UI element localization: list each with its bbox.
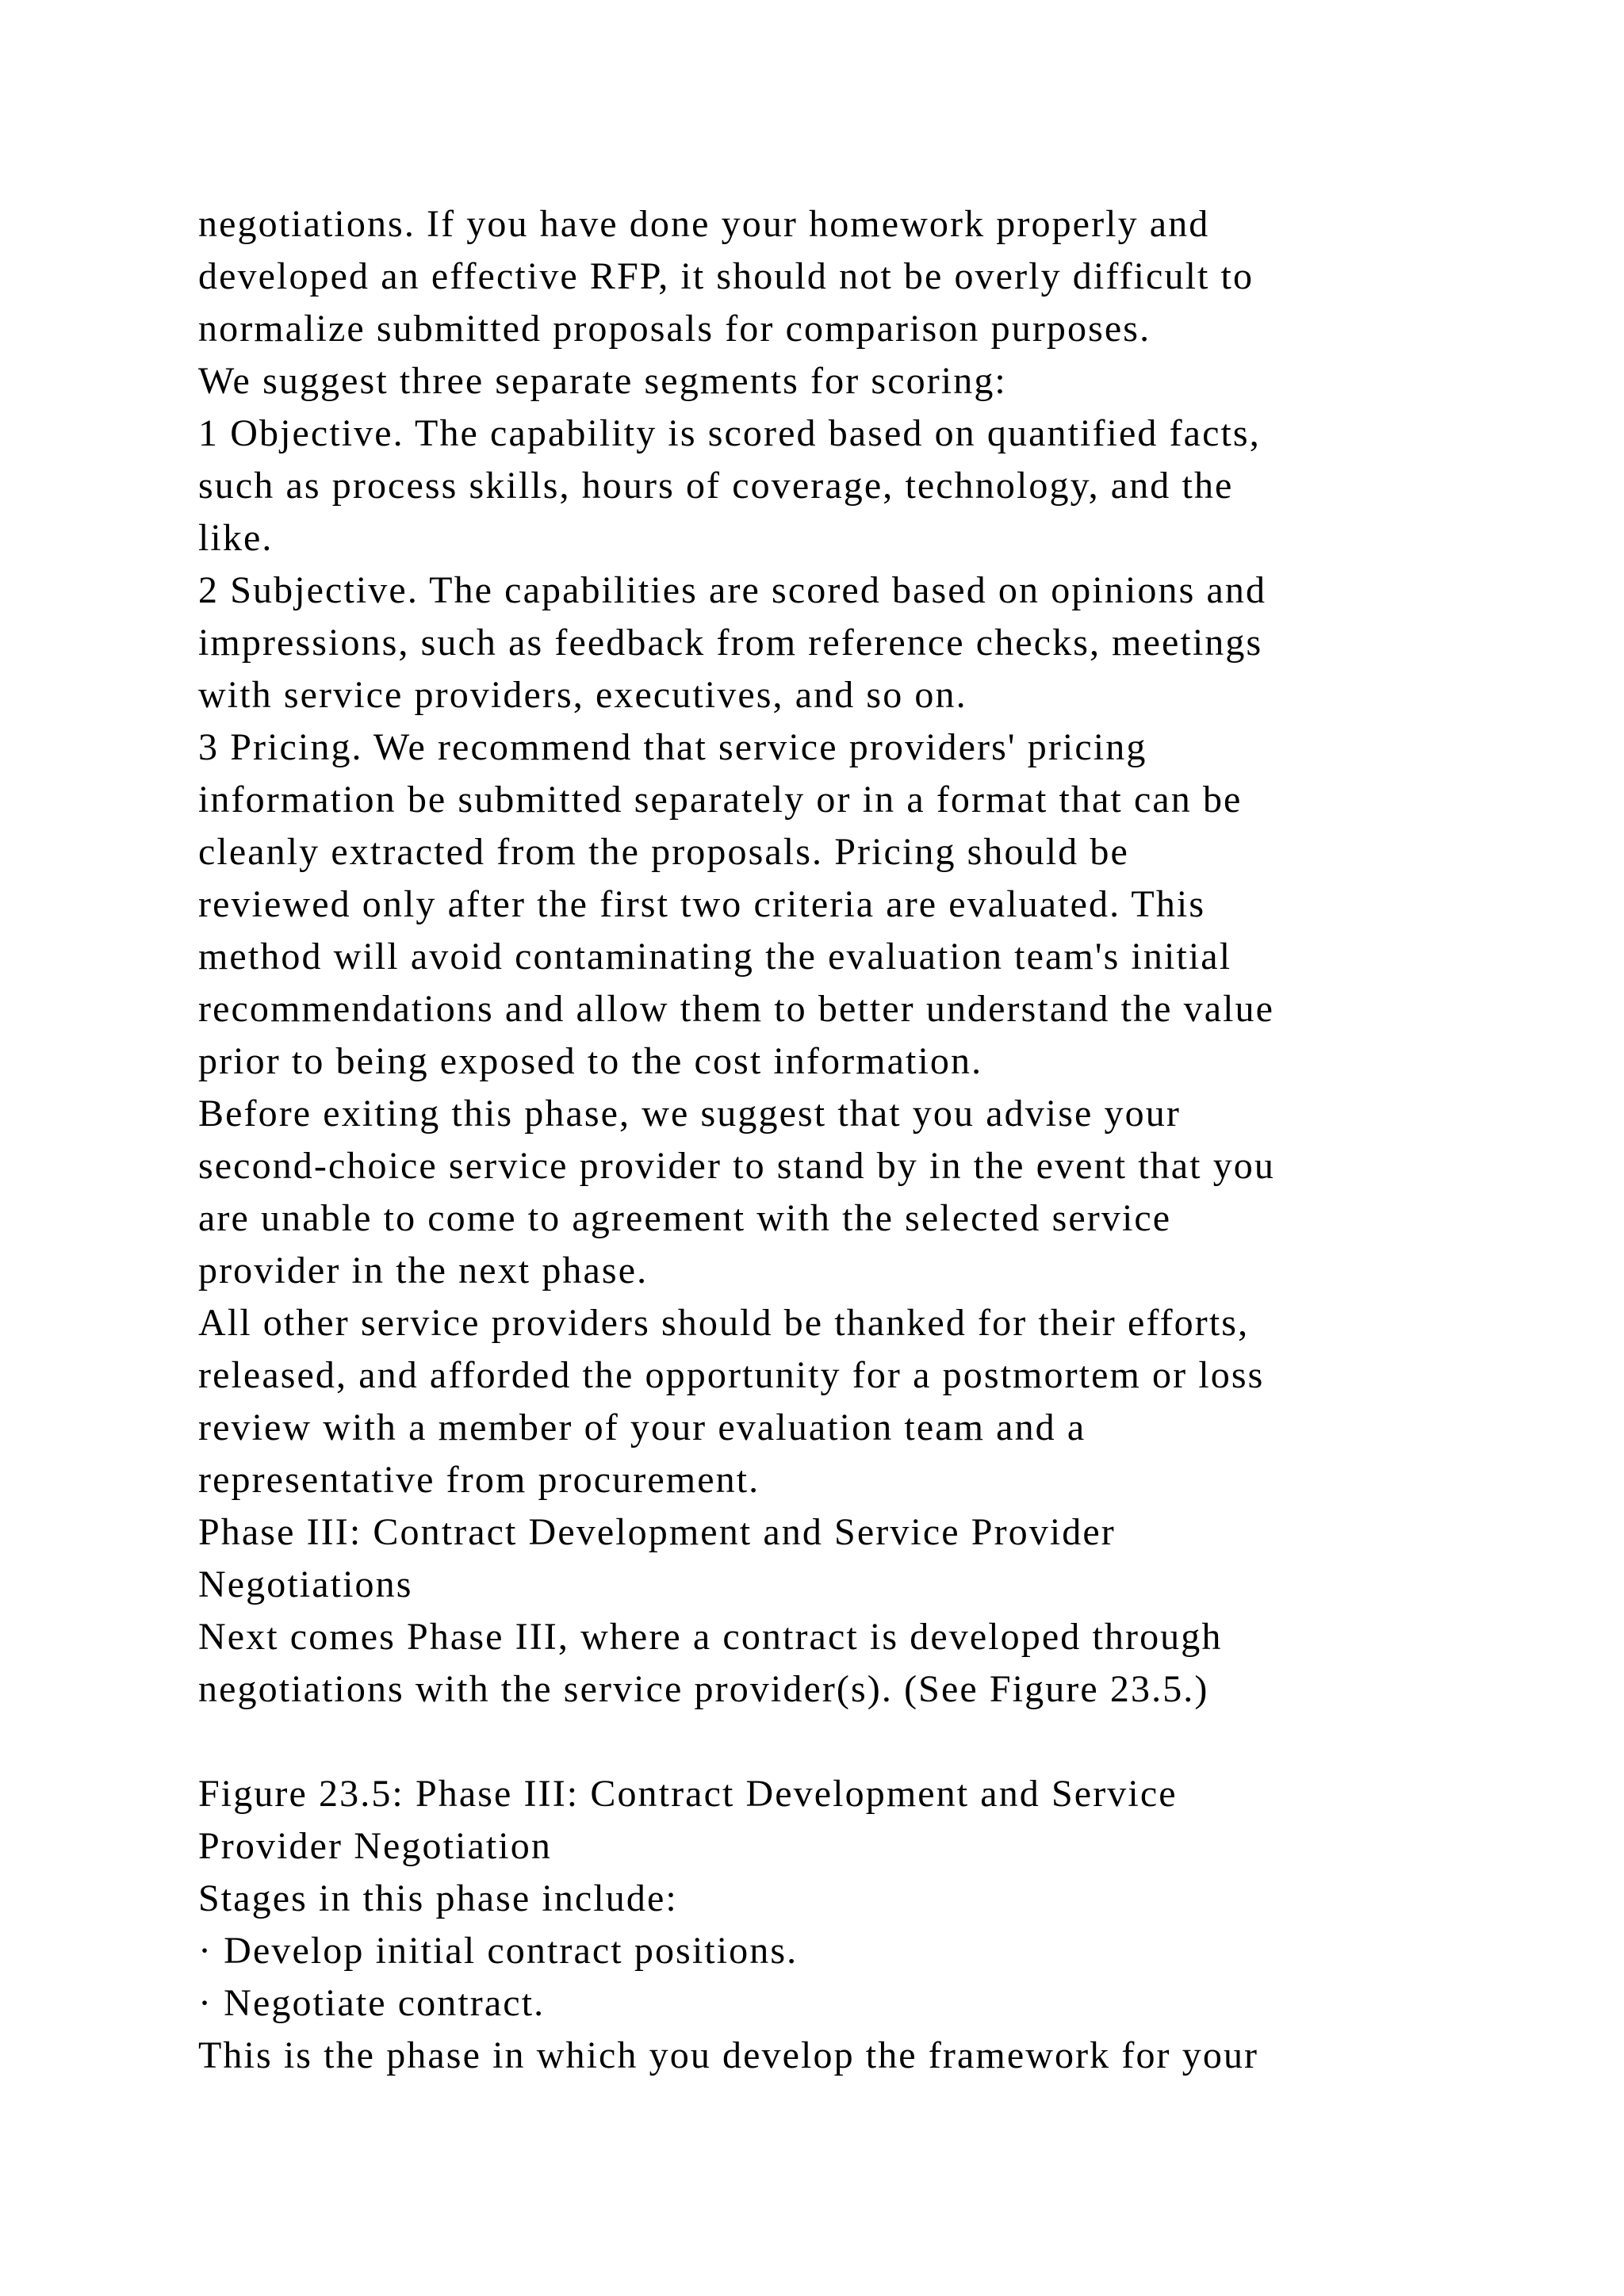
- text-line: negotiations with the service provider(s). (See Figure 23.5.): [198, 1668, 1209, 1710]
- blank-line: [198, 1716, 1546, 1768]
- text-line: 3 Pricing. We recommend that service providers' pricing: [198, 726, 1147, 768]
- text-line: Next comes Phase III, where a contract is developed through: [198, 1616, 1223, 1658]
- text-line: We suggest three separate segments for scoring:: [198, 360, 1007, 402]
- list-item: · Negotiate contract.: [198, 1982, 546, 2024]
- text-line: This is the phase in which you develop the framework for your: [198, 2034, 1259, 2076]
- text-line: with service providers, executives, and so on.: [198, 674, 967, 716]
- list-item: · Develop initial contract positions.: [198, 1930, 799, 1972]
- document-body: [198, 198, 1546, 2082]
- text-line: information be submitted separately or in a format that can be: [198, 779, 1243, 821]
- text-line: 1 Objective. The capability is scored based on quantified facts,: [198, 412, 1261, 454]
- text-line: prior to being exposed to the cost information.: [198, 1040, 983, 1082]
- text-line: reviewed only after the first two criteria are evaluated. This: [198, 883, 1206, 925]
- text-line: review with a member of your evaluation team and a: [198, 1406, 1086, 1448]
- text-line: released, and afforded the opportunity for a postmortem or loss: [198, 1354, 1265, 1396]
- text-line: developed an effective RFP, it should not be overly difficult to: [198, 255, 1254, 297]
- text-line: like.: [198, 517, 274, 559]
- text-line: 2 Subjective. The capabilities are scored based on opinions and: [198, 569, 1267, 611]
- text-line: representative from procurement.: [198, 1459, 760, 1501]
- text-line: Before exiting this phase, we suggest that you advise your: [198, 1093, 1181, 1135]
- section-heading-line: Phase III: Contract Development and Service Provider: [198, 1511, 1116, 1553]
- text-line: are unable to come to agreement with the selected service: [198, 1197, 1172, 1239]
- text-line: impressions, such as feedback from reference checks, meetings: [198, 622, 1263, 664]
- text-line: negotiations. If you have done your homework properly and: [198, 203, 1210, 245]
- text-line: such as process skills, hours of coverage, technology, and the: [198, 465, 1234, 507]
- figure-caption-line: Figure 23.5: Phase III: Contract Development and Service: [198, 1773, 1178, 1815]
- text-line: cleanly extracted from the proposals. Pricing should be: [198, 831, 1129, 873]
- text-line: All other service providers should be thanked for their efforts,: [198, 1302, 1250, 1344]
- text-line: provider in the next phase.: [198, 1249, 649, 1292]
- text-line: method will avoid contaminating the evaluation team's initial: [198, 936, 1232, 978]
- text-line: normalize submitted proposals for comparison purposes.: [198, 308, 1151, 350]
- section-heading-line: Negotiations: [198, 1563, 413, 1605]
- text-line: Stages in this phase include:: [198, 1877, 678, 1919]
- figure-caption-line: Provider Negotiation: [198, 1825, 552, 1867]
- text-line: second-choice service provider to stand by in the event that you: [198, 1145, 1276, 1187]
- text-line: recommendations and allow them to better understand the value: [198, 988, 1275, 1030]
